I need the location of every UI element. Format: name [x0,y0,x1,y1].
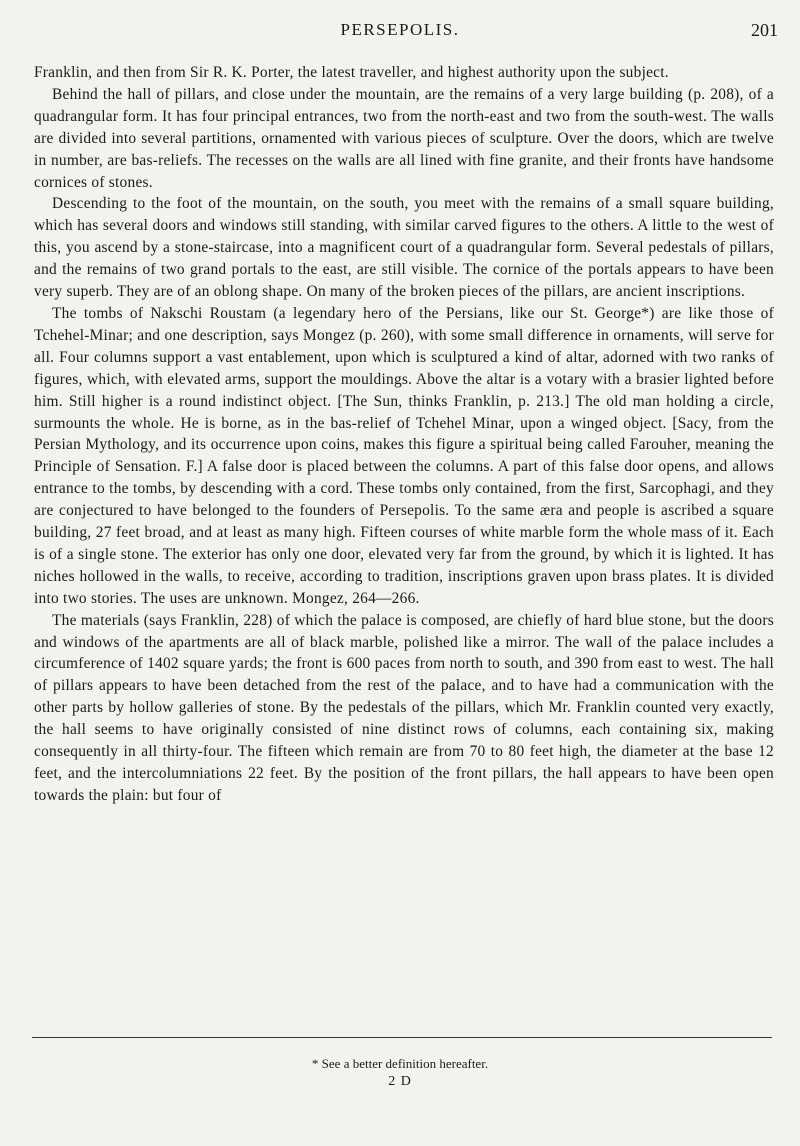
footnote-rule [32,1037,772,1038]
running-head [0,20,800,50]
paragraph: The tombs of Nakschi Roustam (a legendary hero of the Persians, like our St. George*) are like those of Tchehel-Minar; and one description, says Mongez (p. 260), with some small difference in ornaments, will serve for all. Four columns support a vast entablement, upon which is sculptured a kind of altar, adorned with two ranks of figures, which, with elevated arms, support the mouldings. Above the altar is a votary with a brasier lighted before him. Still higher is a round indistinct object. [The Sun, thinks Franklin, p. 213.] The old man holding a circle, surmounts the whole. He is borne, as in the bas-relief of Tchehel Minar, upon a winged object. [Sacy, from the Persian Mythology, and its occurrence upon coins, makes this figure a spiritual being called Farouher, meaning the Principle of Sensation. F.] A false door is placed between the columns. A part of this false door opens, and allows entrance to the tombs, by descending with a cord. These tombs only contained, from the first, Sarcophagi, and they are conjectured to have belonged to the founders of Persepolis. To the same æra and people is ascribed a square building, 27 feet broad, and at least as many high. Fifteen courses of white marble form the whole mass of it. Each is of a single stone. The exterior has only one door, elevated very far from the ground, by which it is lighted. It has niches hollowed in the walls, to receive, according to tradition, inscriptions graven upon brass plates. It is divided into two stories. The uses are unknown. Mongez, 264—266. [34,304,774,607]
page-number: 201 [751,20,778,40]
running-title: PERSEPOLIS. [340,20,460,39]
footnote: * See a better definition hereafter. [311,1056,489,1071]
paragraph: Franklin, and then from Sir R. K. Porter, the latest traveller, and highest authority upon the subject. [34,64,669,81]
body-text [34,62,774,807]
signature-mark: 2 D [388,1074,412,1089]
paragraph: Descending to the foot of the mountain, on the south, you meet with the remains of a small square building, which has several doors and windows still standing, with similar carved figures to the others. A little to the west of this, you ascend by a stone-staircase, into a magnificent court of a quadrangular form. Several pedestals of pillars, and the remains of two grand portals to the east, are still visible. The cornice of the portals appears to have been very superb. They are of an oblong shape. On many of the broken pieces of the pillars, are ancient inscriptions. [34,195,774,301]
paragraph: The materials (says Franklin, 228) of which the palace is composed, are chiefly of hard blue stone, but the doors and windows of the apartments are all of black marble, polished like a mirror. The wall of the palace includes a circumference of 1402 square yards; the front is 600 paces from north to south, and 390 from east to west. The hall of pillars appears to have been detached from the rest of the palace, and to have had a communication with the other parts by hollow galleries of stone. By the pedestals of the pillars, which Mr. Franklin counted very exactly, the hall seems to have originally consisted of nine distinct rows of columns, each containing six, making consequently in all thirty-four. The fifteen which remain are from 70 to 80 feet high, the diameter at the base 12 feet, and the intercolumniations 22 feet. By the position of the front pillars, the hall appears to have been open towards the plain: but four of [34,611,774,804]
paragraph: Behind the hall of pillars, and close under the mountain, are the remains of a very large building (p. 208), of a quadrangular form. It has four principal entrances, two from the north-east and two from the south-west. The walls are divided into several partitions, ornamented with various pieces of sculpture. Over the doors, which are twelve in number, are bas-reliefs. The recesses on the walls are all lined with fine granite, and their fronts have handsome cornices of stones. [34,85,774,191]
